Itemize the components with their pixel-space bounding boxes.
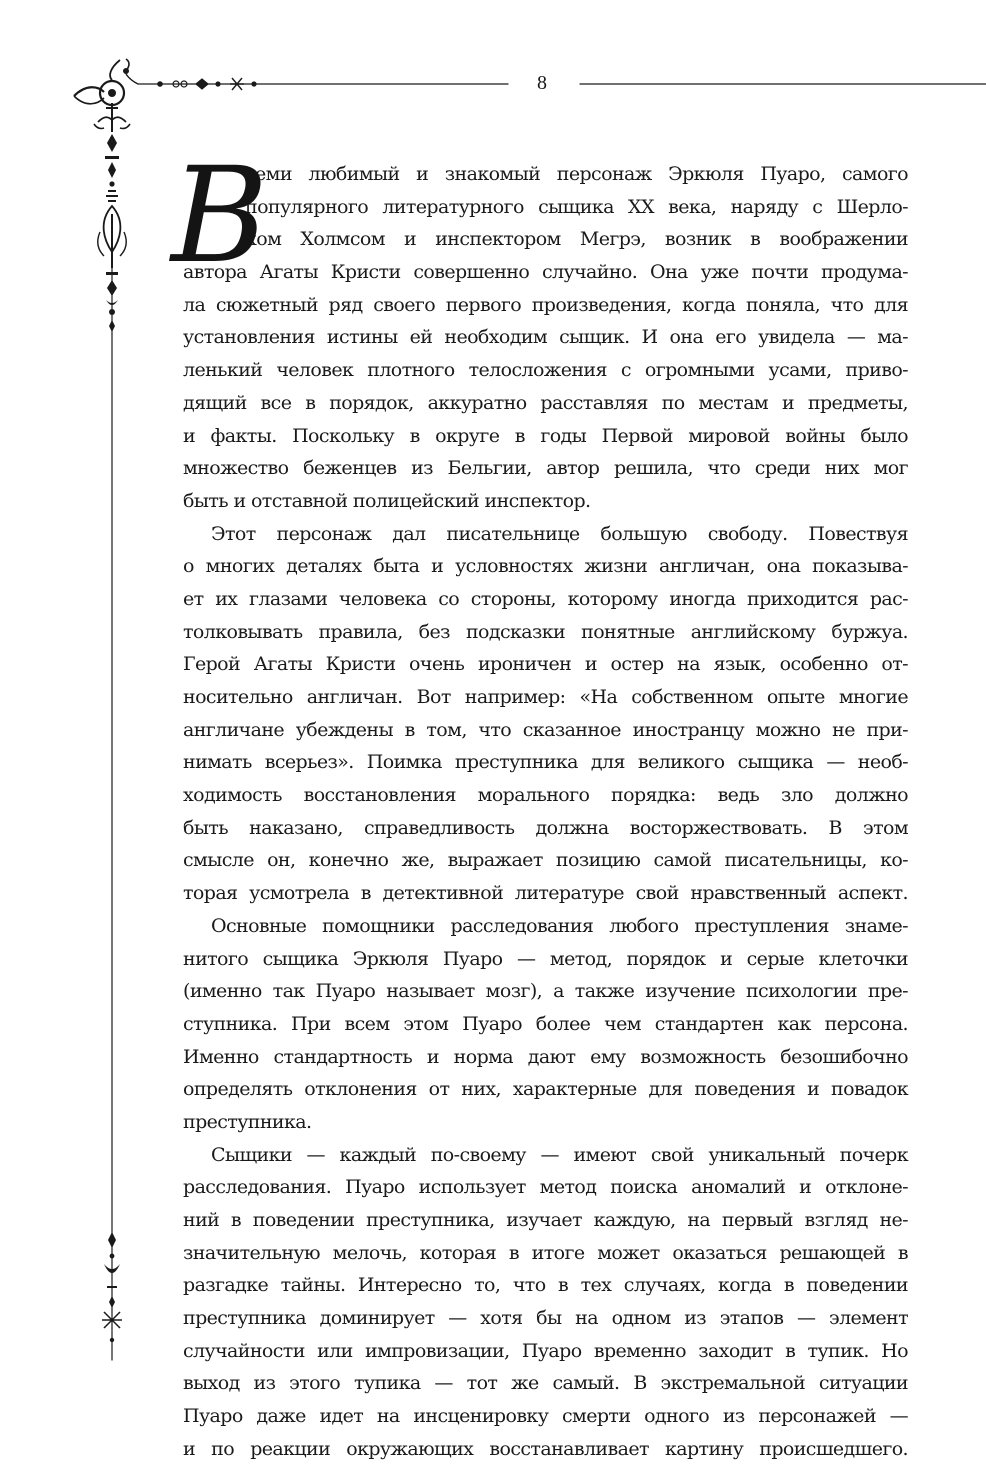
top-rule-ornament-icon xyxy=(158,78,256,90)
text-line: ленький человек плотного телосложения с огромными усами, приво- xyxy=(183,359,908,382)
text-line: множество беженцев из Бельгии, автор решила, что среди них мог xyxy=(183,457,908,480)
text-line: популярного литературного сыщика XX века, наряду с Шерло- xyxy=(245,195,908,218)
text-line: разгадке тайны. Интересно то, что в тех случаях, когда в поведении xyxy=(183,1274,908,1297)
text-line: семи любимый и знакомый персонаж Эркюля Пуаро, самого xyxy=(245,163,908,185)
text-line: ла сюжетный ряд своего первого произведения, когда поняла, что для xyxy=(183,293,908,316)
text-line: дящий все в порядок, аккуратно расставляя по местам и предметы, xyxy=(183,391,908,414)
text-line: нимать всерьез». Поимка преступника для великого сыщика — необ- xyxy=(183,751,908,774)
text-line: преступника доминирует — хотя бы на одном из этапов — элемент xyxy=(183,1307,908,1330)
text-line: определять отклонения от них, характерные для поведения и повадок xyxy=(183,1078,908,1101)
text-line: Пуаро даже идет на инсценировку смерти одного из персонажей — xyxy=(183,1405,908,1428)
text-line: значительную мелочь, которая в итоге может оказаться решающей в xyxy=(183,1241,908,1264)
text-line: толковывать правила, без подсказки понятные английскому буржуа. xyxy=(183,620,908,643)
text-line: случайности или импровизации, Пуаро временно заходит в тупик. Но xyxy=(183,1339,908,1362)
text-line: быть наказано, справедливость должна восторжествовать. В этом xyxy=(183,816,908,839)
text-line: торая усмотрела в детективной литературе свой нравственный аспект. xyxy=(183,882,908,905)
page-number: 8 xyxy=(537,72,547,94)
text-line: Герой Агаты Кристи очень ироничен и остер на язык, особенно от- xyxy=(183,653,908,676)
text-line: ступника. При всем этом Пуаро более чем стандартен как персона. xyxy=(183,1012,908,1035)
text-line: англичане убеждены в том, что сказанное иностранцу можно не при- xyxy=(183,718,908,741)
text-line: ний в поведении преступника, изучает каждую, на первый взгляд не- xyxy=(183,1209,908,1231)
text-line: ет их глазами человека со стороны, которому иногда приходится рас- xyxy=(183,587,908,610)
text-line: ком Холмсом и инспектором Мегрэ, возник в воображении xyxy=(245,228,908,251)
text-line: и по реакции окружающих восстанавливает картину происшедшего. xyxy=(183,1437,908,1460)
text-line: нитого сыщика Эркюля Пуаро — метод, порядок и серые клеточки xyxy=(183,947,908,970)
text-line: быть и отставной полицейский инспектор. xyxy=(183,489,591,512)
text-line: носительно англичан. Вот например: «На собственном опыте многие xyxy=(183,686,908,708)
corner-flourish-icon xyxy=(74,59,138,332)
text-line: Сыщики — каждый по-своему — имеют свой уникальный почерк xyxy=(211,1143,908,1166)
text-line: Этот персонаж дал писательнице большую свободу. Повествуя xyxy=(211,522,908,545)
text-line: смысле он, конечно же, выражает позицию самой писательницы, ко- xyxy=(183,849,908,872)
text-line: Основные помощники расследования любого преступления знаме- xyxy=(211,914,908,937)
text-line: и факты. Поскольку в округе в годы Первой мировой войны было xyxy=(183,424,908,447)
text-line: Именно стандартность и норма дают ему возможность безошибочно xyxy=(183,1045,908,1068)
text-line: ходимость восстановления морального порядка: ведь зло должно xyxy=(183,784,908,807)
text-line: о многих деталях быта и условностях жизни англичан, она показыва- xyxy=(183,555,908,578)
text-line: (именно так Пуаро называет мозг), а также изучение психологии пре- xyxy=(183,980,908,1003)
article-body xyxy=(171,139,908,1466)
text-line: выход из этого тупика — тот же самый. В экстремальной ситуации xyxy=(183,1372,908,1395)
text-line: расследования. Пуаро использует метод поиска аномалий и отклоне- xyxy=(183,1176,908,1199)
text-line: автора Агаты Кристи совершенно случайно. Она уже почти продума- xyxy=(183,261,908,284)
text-line: преступника. xyxy=(183,1110,312,1133)
drop-cap-letter: В xyxy=(171,139,268,293)
text-line: установления истины ей необходим сыщик. И она его увидела — ма- xyxy=(183,326,908,349)
